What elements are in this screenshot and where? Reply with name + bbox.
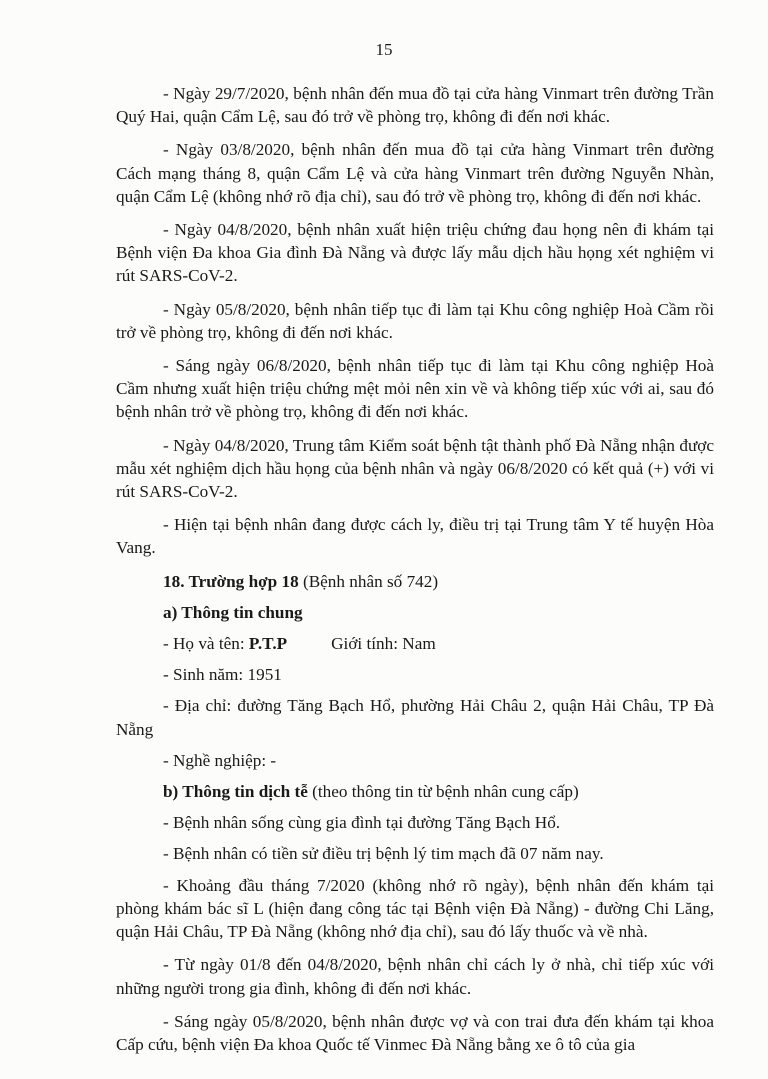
- paragraph: - Hiện tại bệnh nhân đang được cách ly, điều trị tại Trung tâm Y tế huyện Hòa Vang.: [116, 515, 714, 558]
- paragraph: - Sáng ngày 06/8/2020, bệnh nhân tiếp tục đi làm tại Khu công nghiệp Hoà Cầm nhưng xuất hiện triệu chứng mệt mỏi nên xin về và không tiếp xúc với ai, sau đó bệnh nhân trở về phòng trọ, không đi đến nơi khác.: [116, 356, 714, 422]
- paragraph: - Từ ngày 01/8 đến 04/8/2020, bệnh nhân chỉ cách ly ở nhà, chỉ tiếp xúc với những người trong gia đình, không đi đến nơi khác.: [116, 955, 714, 998]
- paragraph: - Ngày 05/8/2020, bệnh nhân tiếp tục đi làm tại Khu công nghiệp Hoà Cầm rồi trở về phòng trọ, không đi đến nơi khác.: [116, 299, 714, 342]
- case-heading-detail: (Bệnh nhân số 742): [298, 571, 439, 591]
- document-body: [116, 82, 714, 1066]
- address: - Địa chỉ: đường Tăng Bạch Hổ, phường Hải Châu 2, quận Hải Châu, TP Đà Nẵng: [116, 696, 714, 739]
- section-b-heading: [116, 780, 714, 803]
- paragraph: - Bệnh nhân sống cùng gia đình tại đường Tăng Bạch Hổ.: [163, 813, 561, 833]
- paragraph: - Bệnh nhân có tiền sử điều trị bệnh lý tim mạch đã 07 năm nay.: [163, 844, 604, 864]
- case-heading-title: 18. Trường hợp 18: [163, 571, 299, 591]
- gender: Giới tính: Nam: [331, 634, 436, 654]
- paragraph: - Ngày 04/8/2020, bệnh nhân xuất hiện triệu chứng đau họng nên đi khám tại Bệnh viện Đa khoa Gia đình Đà Nẵng và được lấy mẫu dịch hầu họng xét nghiệm vi rút SARS-CoV-2.: [116, 220, 714, 286]
- case-heading: [116, 570, 714, 593]
- paragraph: - Sáng ngày 05/8/2020, bệnh nhân được vợ và con trai đưa đến khám tại khoa Cấp cứu, bệnh viện Đa khoa Quốc tế Vinmec Đà Nẵng bằng xe ô tô của gia: [116, 1011, 714, 1054]
- birth-year: - Sinh năm: 1951: [163, 665, 282, 685]
- occupation: - Nghề nghiệp: -: [163, 750, 277, 770]
- page-number: 15: [375, 40, 393, 59]
- paragraph: - Khoảng đầu tháng 7/2020 (không nhớ rõ ngày), bệnh nhân đến khám tại phòng khám bác sĩ L (hiện đang công tác tại Bệnh viện Đà Nẵng) - đường Chi Lăng, quận Hải Châu, TP Đà Nẵng (không nhớ địa chỉ), sau đó lấy thuốc và về nhà.: [116, 875, 714, 942]
- section-a-heading: a) Thông tin chung: [163, 602, 303, 622]
- paragraph: - Ngày 04/8/2020, Trung tâm Kiểm soát bệnh tật thành phố Đà Nẵng nhận được mẫu xét nghiệm dịch hầu họng của bệnh nhân và ngày 06/8/2020 có kết quả (+) với vi rút SARS-CoV-2.: [116, 435, 714, 502]
- name-gender-row: [116, 632, 714, 655]
- paragraph: - Ngày 03/8/2020, bệnh nhân đến mua đồ tại cửa hàng Vinmart trên đường Cách mạng tháng 8, quận Cẩm Lệ và cửa hàng Vinmart trên đường Nguyễn Nhàn, quận Cẩm Lệ (không nhớ rõ địa chỉ), sau đó trở về phòng trọ, không đi đến nơi khác.: [116, 140, 714, 206]
- section-b-title: b) Thông tin dịch tễ: [163, 782, 308, 802]
- paragraph: - Ngày 29/7/2020, bệnh nhân đến mua đồ tại cửa hàng Vinmart trên đường Trần Quý Hai, quận Cẩm Lệ, sau đó trở về phòng trọ, không đi đến nơi khác.: [116, 84, 714, 127]
- patient-name: P.T.P: [248, 634, 288, 654]
- section-b-note: (theo thông tin từ bệnh nhân cung cấp): [307, 782, 579, 802]
- name-label: - Họ và tên:: [163, 634, 249, 654]
